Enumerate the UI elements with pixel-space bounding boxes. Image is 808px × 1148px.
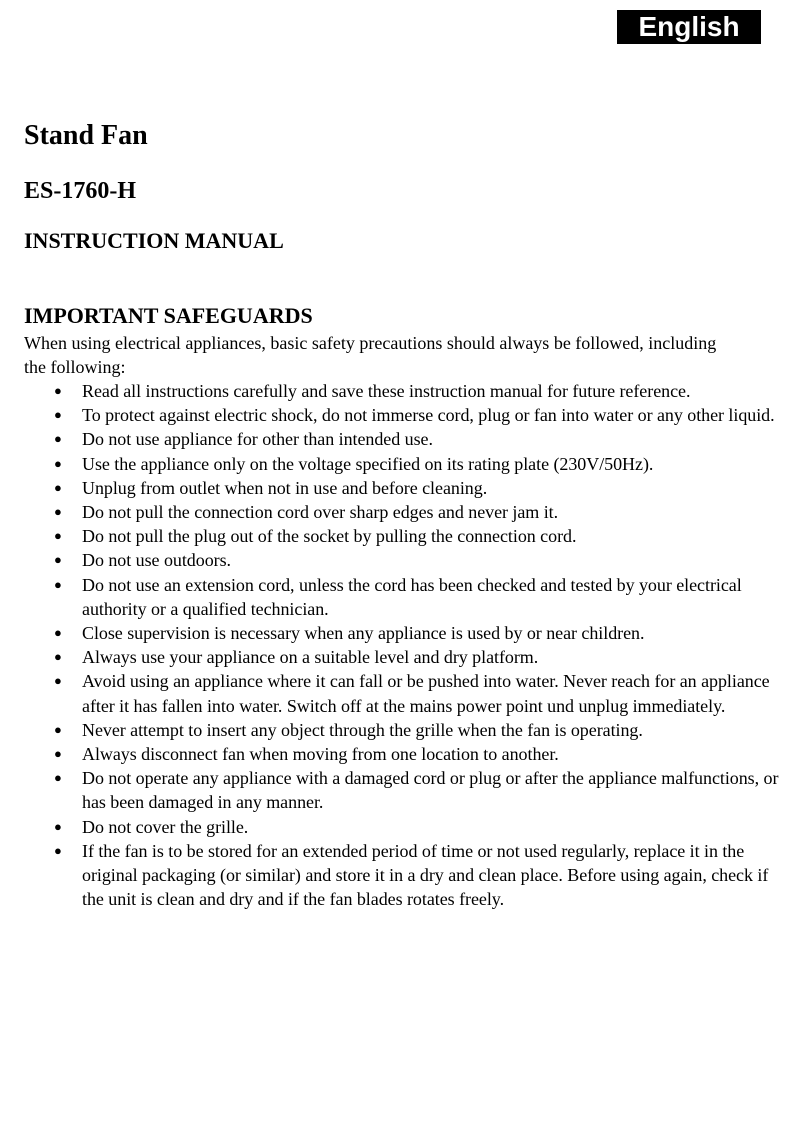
list-item xyxy=(24,645,784,669)
list-item xyxy=(24,742,784,766)
list-item xyxy=(24,621,784,645)
list-item xyxy=(24,548,784,572)
bullet-icon: ● xyxy=(54,479,62,495)
list-item-text: If the fan is to be stored for an extended period of time or not used regularly, replace it in the original packaging (or similar) and store it in a dry and clean place. Before using again, check if the unit is clean and dry and if the fan blades rotates freely. xyxy=(82,840,769,910)
bullet-icon: ● xyxy=(54,746,62,762)
list-item-text: Read all instructions carefully and save these instruction manual for future reference. xyxy=(82,381,691,401)
bullet-icon: ● xyxy=(54,770,62,786)
list-item xyxy=(24,669,784,717)
list-item-text: Do not pull the connection cord over sharp edges and never jam it. xyxy=(82,502,559,523)
list-item xyxy=(24,452,784,476)
list-item-text: Do not operate any appliance with a damaged cord or plug or after the appliance malfunctions, or has been damaged in any manner. xyxy=(82,768,779,813)
list-item-text: Do not pull the plug out of the socket by pulling the connection cord. xyxy=(82,526,577,547)
list-item xyxy=(24,815,784,839)
list-item xyxy=(24,403,784,427)
bullet-icon: ● xyxy=(54,649,62,665)
list-item-text: Do not use an extension cord, unless the cord has been checked and tested by your electrical authority or a qualified technician. xyxy=(82,574,742,619)
list-item xyxy=(24,766,784,814)
list-item xyxy=(24,573,784,621)
bullet-icon: ● xyxy=(54,528,62,544)
list-item xyxy=(24,524,784,548)
model-number: ES-1760-H xyxy=(24,178,137,204)
list-item-text: Never attempt to insert any object through the grille when the fan is operating. xyxy=(82,719,643,740)
safeguards-list xyxy=(24,379,794,911)
list-item-text: Avoid using an appliance where it can fall or be pushed into water. Never reach for an appliance after it has fallen into water. Switch off at the mains power point und unplug immediately. xyxy=(82,671,770,716)
list-item-text: Do not use outdoors. xyxy=(82,550,231,571)
language-badge: English xyxy=(617,10,761,44)
bullet-icon: ● xyxy=(54,504,62,520)
bullet-icon: ● xyxy=(54,552,62,568)
list-item-text: Close supervision is necessary when any appliance is used by or near children. xyxy=(82,623,645,644)
list-item-text: Do not cover the grille. xyxy=(82,816,249,837)
list-item xyxy=(24,500,784,524)
list-item-text: Unplug from outlet when not in use and before cleaning. xyxy=(82,477,488,498)
safeguards-heading: IMPORTANT SAFEGUARDS xyxy=(24,303,313,328)
manual-title: INSTRUCTION MANUAL xyxy=(24,228,284,253)
bullet-icon: ● xyxy=(54,673,62,689)
list-item-text: Always disconnect fan when moving from one location to another. xyxy=(82,744,559,765)
list-item-text: To protect against electric shock, do not immerse cord, plug or fan into water or any other liquid. xyxy=(82,405,775,426)
list-item xyxy=(24,839,784,912)
document-title: Stand Fan xyxy=(24,120,148,151)
bullet-icon: ● xyxy=(54,721,62,737)
list-item-text: Always use your appliance on a suitable level and dry platform. xyxy=(82,647,539,668)
bullet-icon: ● xyxy=(54,842,62,858)
list-item xyxy=(24,718,784,742)
bullet-icon: ● xyxy=(54,818,62,834)
list-item xyxy=(24,427,784,451)
list-item xyxy=(24,379,784,403)
list-item-text: Do not use appliance for other than intended use. xyxy=(82,429,433,450)
safeguards-intro: When using electrical appliances, basic safety precautions should always be followed, including the following: xyxy=(24,333,717,377)
bullet-icon: ● xyxy=(54,431,62,447)
bullet-icon: ● xyxy=(54,455,62,471)
bullet-icon: ● xyxy=(54,576,62,592)
bullet-icon: ● xyxy=(54,383,62,398)
list-item xyxy=(24,476,784,500)
safeguards-section xyxy=(24,301,794,911)
list-item-text: Use the appliance only on the voltage specified on its rating plate (230V/50Hz). xyxy=(82,453,654,474)
bullet-icon: ● xyxy=(54,625,62,641)
bullet-icon: ● xyxy=(54,407,62,423)
